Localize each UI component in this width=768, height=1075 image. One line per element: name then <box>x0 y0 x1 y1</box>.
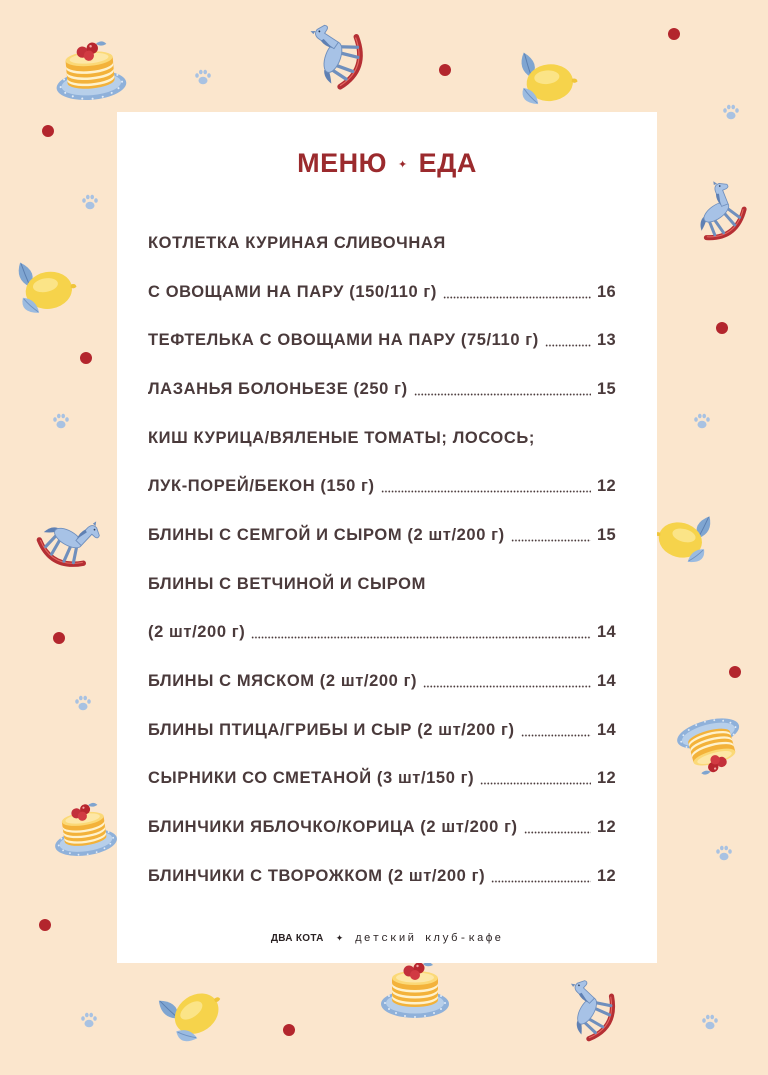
rocking-horse-illustration <box>26 497 110 582</box>
menu-item-name: БЛИНЫ С СЕМГОЙ И СЫРОМ (2 шт/200 г) <box>148 525 505 544</box>
pancake-illustration <box>47 794 121 863</box>
red-dot <box>729 666 741 678</box>
menu-item-name: КИШ КУРИЦА/ВЯЛЕНЫЕ ТОМАТЫ; ЛОСОСЬ; <box>148 428 535 447</box>
menu-item-price: 14 <box>597 672 616 691</box>
menu-item-name: (2 шт/200 г) <box>148 623 246 642</box>
menu-line <box>148 755 616 804</box>
paw-print-icon <box>79 1010 99 1030</box>
star-icon: ✦ <box>335 934 344 944</box>
red-dot <box>439 64 451 76</box>
star-icon: ✦ <box>397 158 408 171</box>
brand-name: ДВА КОТА <box>270 933 324 944</box>
menu-line <box>148 365 616 414</box>
menu-line <box>148 560 616 609</box>
menu-item-name: КОТЛЕТКА КУРИНАЯ СЛИВОЧНАЯ <box>148 233 446 252</box>
red-dot <box>42 125 54 137</box>
menu-item-price: 13 <box>597 331 616 350</box>
menu-item-price: 12 <box>597 477 616 496</box>
dot-leader <box>480 782 591 785</box>
menu-line <box>148 657 616 706</box>
menu-title-main: МЕНЮ <box>297 148 387 178</box>
menu-item-price: 14 <box>597 720 616 739</box>
menu-line <box>148 609 616 658</box>
menu-line <box>148 852 616 901</box>
paw-print-icon <box>193 67 213 87</box>
menu-item-name: ЛАЗАНЬЯ БОЛОНЬЕЗЕ (250 г) <box>148 379 408 398</box>
menu-item-name: БЛИНЧИКИ ЯБЛОЧКО/КОРИЦА (2 шт/200 г) <box>148 818 518 837</box>
menu-line <box>148 803 616 852</box>
menu-item-price: 15 <box>597 379 616 398</box>
pancake-illustration <box>379 956 451 1020</box>
pancake-illustration <box>50 33 129 105</box>
red-dot <box>80 352 92 364</box>
dot-leader <box>251 636 591 639</box>
lemon-illustration <box>10 257 81 323</box>
menu-item-price: 15 <box>597 525 616 544</box>
dot-leader <box>414 393 591 396</box>
paw-print-icon <box>73 693 93 713</box>
brand-tagline: детский клуб-кафе <box>355 933 504 945</box>
menu-line <box>148 268 616 317</box>
menu-item-name: СЫРНИКИ СО СМЕТАНОЙ (3 шт/150 г) <box>148 769 475 788</box>
lemon-illustration <box>653 512 715 568</box>
menu-item-price: 14 <box>597 623 616 642</box>
dot-leader <box>491 880 591 883</box>
lemon-illustration <box>152 976 235 1055</box>
rocking-horse-illustration <box>548 970 631 1051</box>
menu-item-price: 12 <box>597 866 616 885</box>
menu-item-name: БЛИНЫ С МЯСКОМ (2 шт/200 г) <box>148 672 418 691</box>
menu-line <box>148 414 616 463</box>
paw-print-icon <box>80 192 100 212</box>
red-dot <box>39 919 51 931</box>
paw-print-icon <box>714 843 734 863</box>
menu-item-price: 16 <box>597 282 616 301</box>
dot-leader <box>524 831 591 834</box>
menu-item-price: 12 <box>597 769 616 788</box>
menu-item-name: ТЕФТЕЛЬКА С ОВОЩАМИ НА ПАРУ (75/110 г) <box>148 331 539 350</box>
red-dot <box>283 1024 295 1036</box>
red-dot <box>716 322 728 334</box>
menu-item-name: БЛИНЧИКИ С ТВОРОЖКОМ (2 шт/200 г) <box>148 866 486 885</box>
menu-item-name: БЛИНЫ ПТИЦА/ГРИБЫ И СЫР (2 шт/200 г) <box>148 720 515 739</box>
menu-line <box>148 219 616 268</box>
paw-print-icon <box>721 102 741 122</box>
dot-leader <box>443 296 591 299</box>
pancake-illustration <box>671 710 752 786</box>
red-dot <box>668 28 680 40</box>
dot-leader <box>381 490 591 493</box>
paw-print-icon <box>700 1012 720 1032</box>
menu-item-price: 12 <box>597 818 616 837</box>
menu-line <box>148 462 616 511</box>
dot-leader <box>423 685 591 688</box>
menu-item-name: ЛУК-ПОРЕЙ/БЕКОН (150 г) <box>148 477 375 496</box>
paw-print-icon <box>51 411 71 431</box>
menu-item-name: БЛИНЫ С ВЕТЧИНОЙ И СЫРОМ <box>148 574 426 593</box>
dot-leader <box>545 344 591 347</box>
rocking-horse-illustration <box>678 172 758 254</box>
footer <box>117 928 657 946</box>
menu-item-name: С ОВОЩАМИ НА ПАРУ (150/110 г) <box>148 282 437 301</box>
lemon-illustration <box>508 48 583 117</box>
menu-line <box>148 706 616 755</box>
menu-card <box>117 112 657 963</box>
dot-leader <box>511 539 591 542</box>
rocking-horse-illustration <box>293 17 377 97</box>
menu-line <box>148 316 616 365</box>
menu-list <box>148 219 616 901</box>
paw-print-icon <box>692 411 712 431</box>
menu-title-section: ЕДА <box>418 148 477 178</box>
menu-line <box>148 511 616 560</box>
dot-leader <box>521 734 591 737</box>
menu-title <box>117 147 657 179</box>
red-dot <box>53 632 65 644</box>
